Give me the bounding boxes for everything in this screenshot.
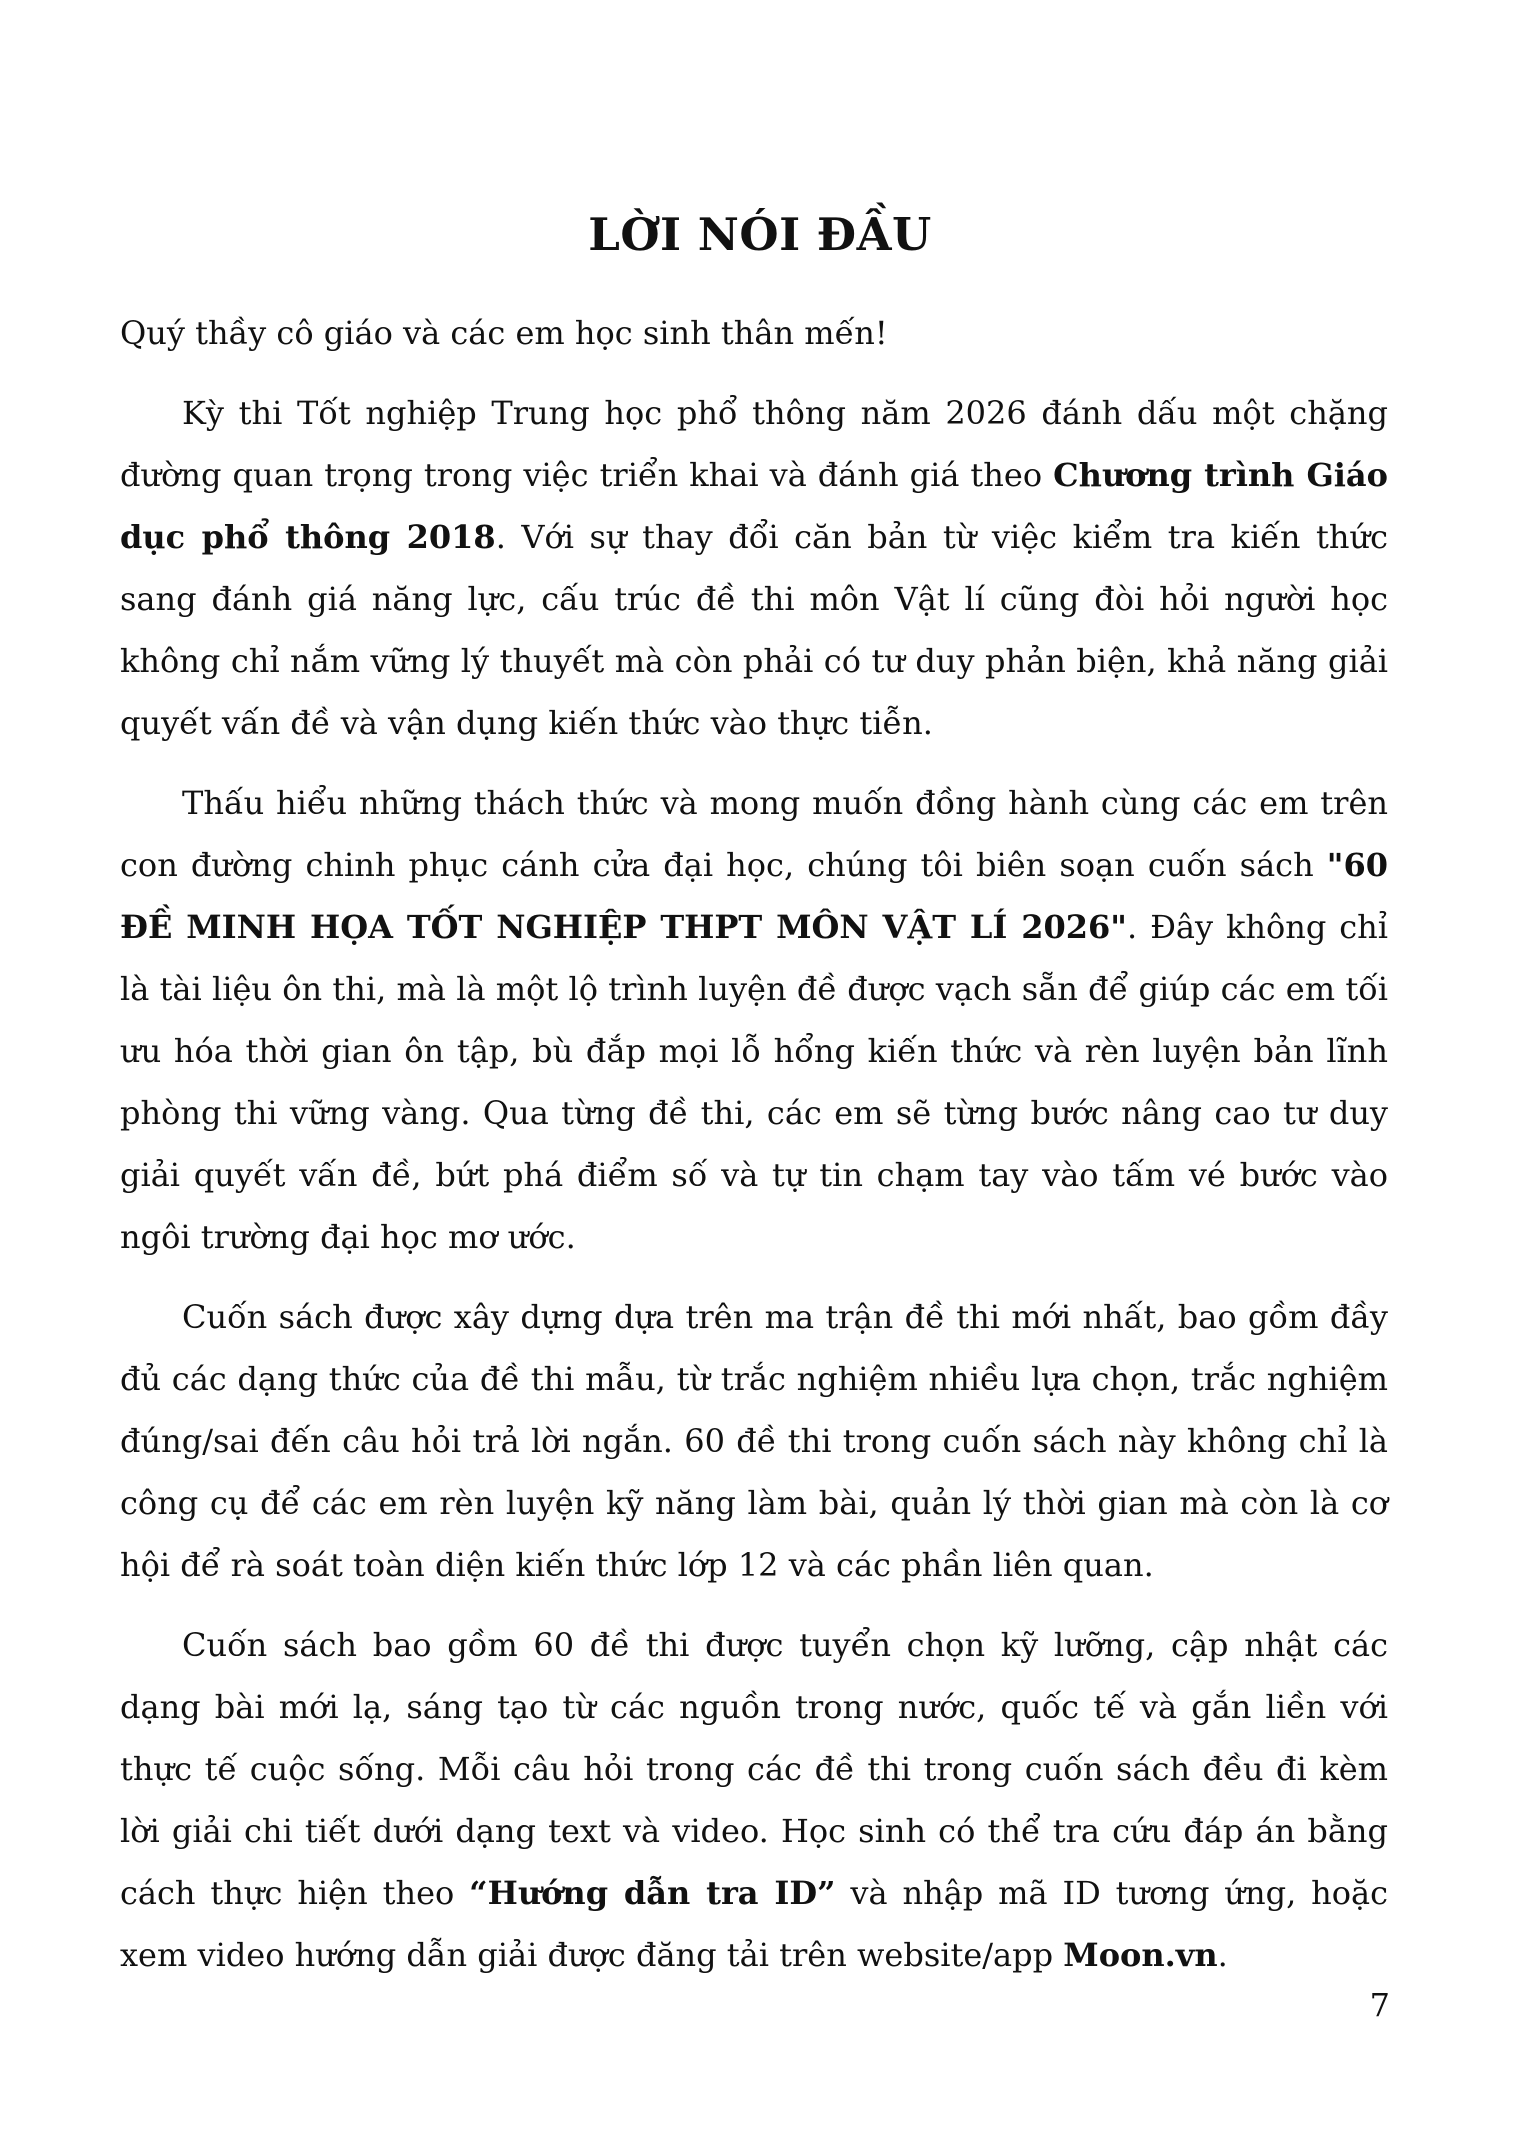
page-number: 7 [1369, 1986, 1390, 2024]
paragraph-4-bold-1: “Hướng dẫn tra ID” [469, 1874, 836, 1912]
paragraph-1-text-1: Kỳ thi Tốt nghiệp Trung học phổ thông năm 2026 đánh dấu một chặng đường quan trọng trong việc triển khai và đánh giá theo [120, 394, 1388, 494]
page-title: LỜI NÓI ĐẦU [588, 208, 932, 261]
paragraph-1-text-2: . Với sự thay đổi căn bản từ việc kiểm tra kiến thức sang đánh giá năng lực, cấu trúc đề thi môn Vật lí cũng đòi hỏi người học không chỉ nắm vững lý thuyết mà còn phải có tư duy phản biện, khả năng giải quyết vấn đề và vận dụng kiến thức vào thực tiễn. [120, 518, 1389, 742]
paragraph-2-text-1: Thấu hiểu những thách thức và mong muốn đồng hành cùng các em trên con đường chinh phục cánh cửa đại học, chúng tôi biên soạn cuốn sách [120, 784, 1388, 884]
paragraph-4 [120, 1614, 1388, 1986]
paragraph-1-bold-1: Chương trình Giáo dục phổ thông 2018 [120, 456, 1389, 556]
paragraph-1 [120, 382, 1388, 754]
paragraph-4-text-1: Cuốn sách bao gồm 60 đề thi được tuyển chọn kỹ lưỡng, cập nhật các dạng bài mới lạ, sáng tạo từ các nguồn trong nước, quốc tế và gắn liền với thực tế cuộc sống. Mỗi câu hỏi trong các đề thi trong cuốn sách đều đi kèm lời giải chi tiết dưới dạng text và video. Học sinh có thể tra cứu đáp án bằng cách thực hiện theo [120, 1626, 1388, 1912]
paragraph-2 [120, 772, 1388, 1268]
document-body [120, 302, 1388, 2004]
paragraph-4-bold-2: Moon.vn [1063, 1936, 1218, 1974]
greeting-line: Quý thầy cô giáo và các em học sinh thân mến! [120, 314, 888, 352]
paragraph-4-text-2: và nhập mã ID tương ứng, hoặc xem video hướng dẫn giải được đăng tải trên website/app [120, 1874, 1389, 1974]
paragraph-4-text-3: . [1217, 1936, 1228, 1974]
paragraph-3 [120, 1286, 1388, 1596]
paragraph-3-text-1: Cuốn sách được xây dựng dựa trên ma trận đề thi mới nhất, bao gồm đầy đủ các dạng thức của đề thi mẫu, từ trắc nghiệm nhiều lựa chọn, trắc nghiệm đúng/sai đến câu hỏi trả lời ngắn. 60 đề thi trong cuốn sách này không chỉ là công cụ để các em rèn luyện kỹ năng làm bài, quản lý thời gian mà còn là cơ hội để rà soát toàn diện kiến thức lớp 12 và các phần liên quan. [120, 1298, 1388, 1584]
paragraph-2-bold-1: "60 ĐỀ MINH HỌA TỐT NGHIỆP THPT MÔN VẬT LÍ 2026" [120, 846, 1388, 946]
paragraph-2-text-2: . Đây không chỉ là tài liệu ôn thi, mà là một lộ trình luyện đề được vạch sẵn để giúp các em tối ưu hóa thời gian ôn tập, bù đắp mọi lỗ hổng kiến thức và rèn luyện bản lĩnh phòng thi vững vàng. Qua từng đề thi, các em sẽ từng bước nâng cao tư duy giải quyết vấn đề, bứt phá điểm số và tự tin chạm tay vào tấm vé bước vào ngôi trường đại học mơ ước. [120, 908, 1389, 1256]
